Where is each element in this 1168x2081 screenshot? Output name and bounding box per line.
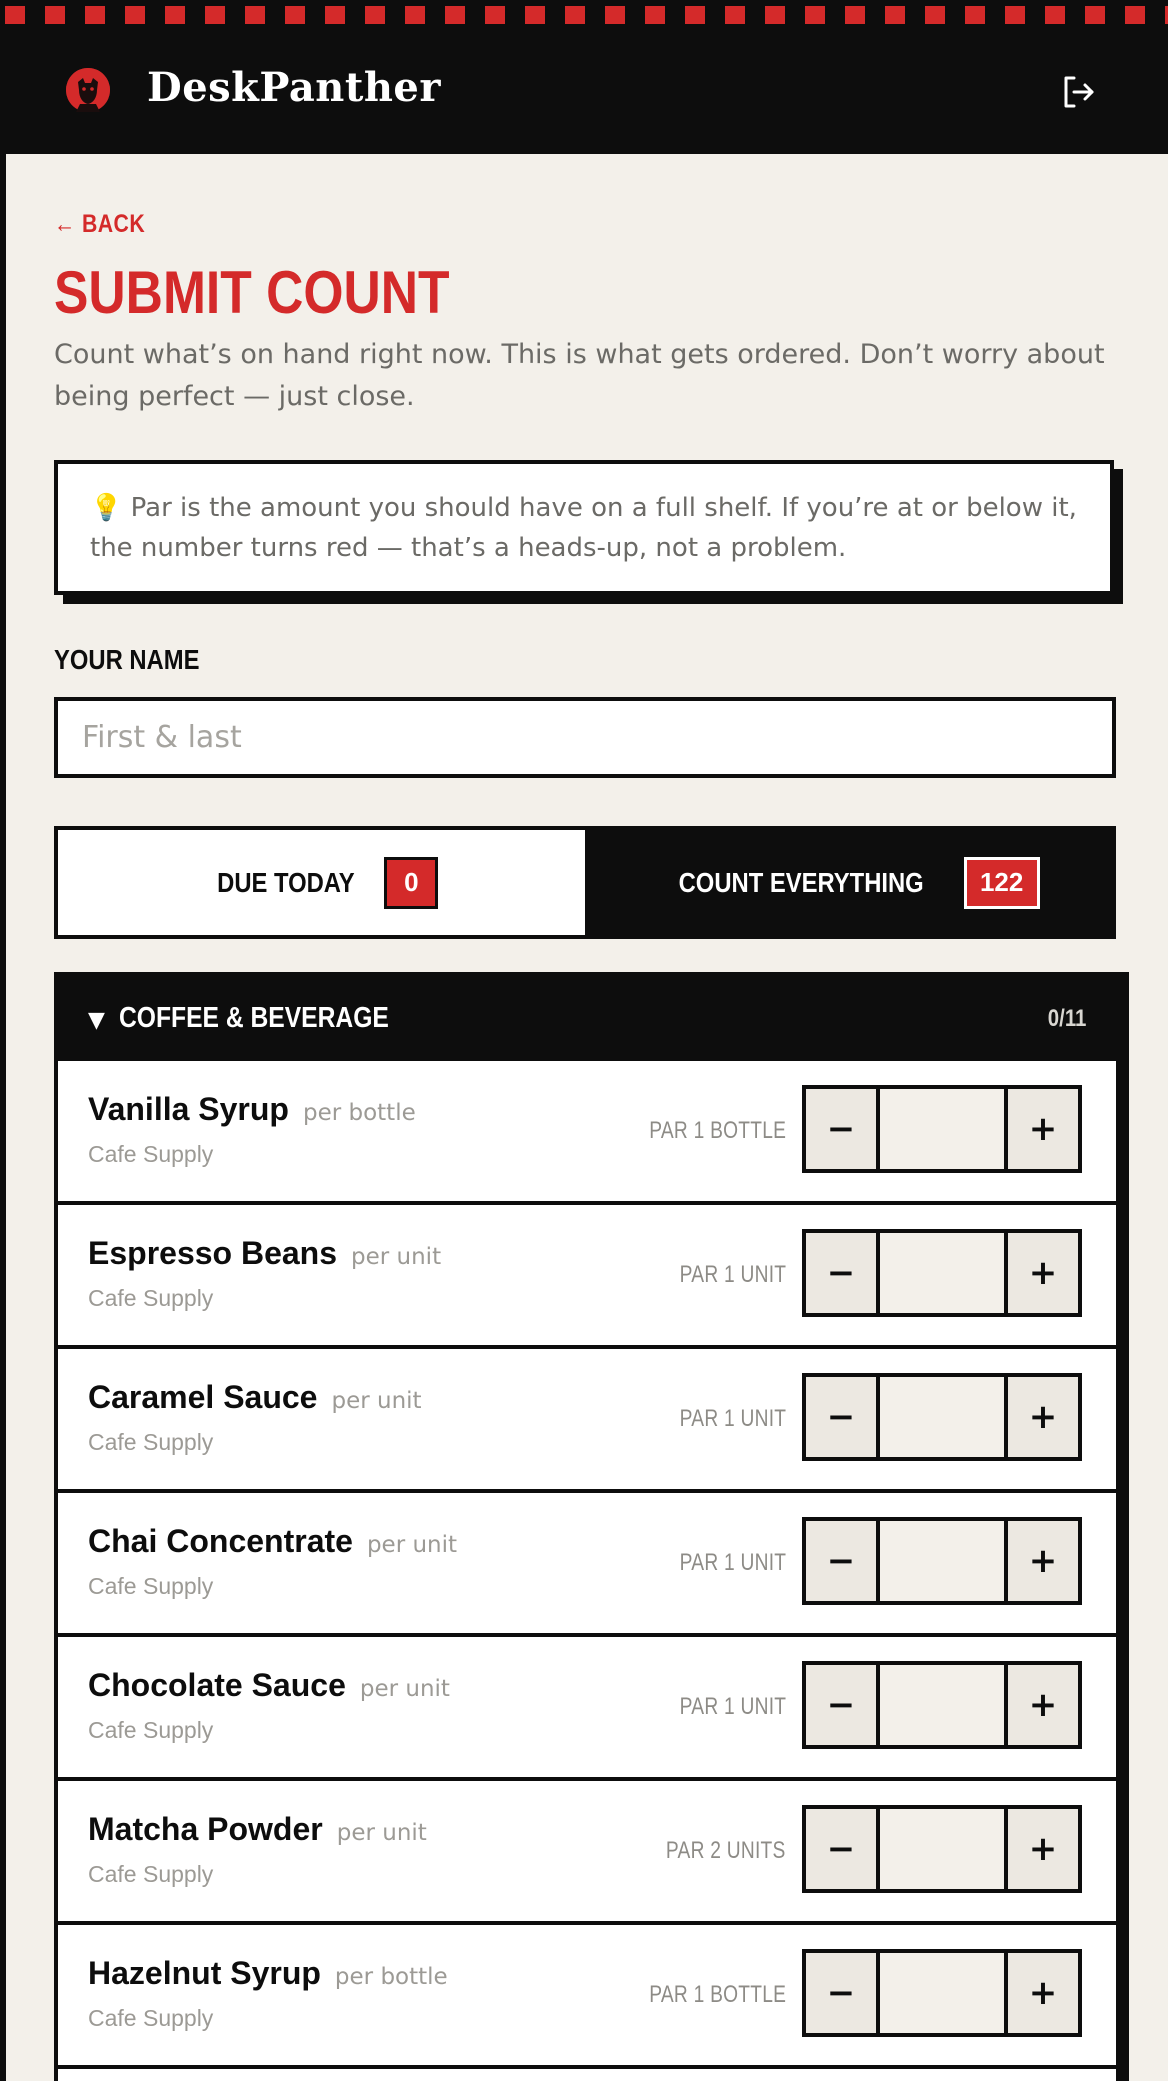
quantity-stepper [802, 1805, 1082, 1893]
item-name: Chai Concentrate [88, 1523, 353, 1559]
quantity-stepper [802, 1085, 1082, 1173]
count-input[interactable] [880, 1089, 1004, 1169]
name-field-label: YOUR NAME [54, 644, 200, 675]
item-vendor: Cafe Supply [88, 2005, 214, 2031]
increment-button[interactable]: + [1004, 1233, 1078, 1313]
decrement-button[interactable]: − [806, 1233, 880, 1313]
item-vendor: Cafe Supply [88, 1717, 214, 1743]
top-stripe-decoration [0, 0, 1168, 30]
item-name-row [88, 1667, 450, 1704]
logout-icon[interactable] [1058, 72, 1098, 112]
item-vendor: Cafe Supply [88, 1141, 214, 1167]
tab-due-today[interactable] [58, 830, 585, 935]
item-unit: per unit [366, 1532, 458, 1558]
main-content [6, 154, 1168, 2081]
tip-text: Par is the amount you should have on a full shelf. If you’re at or below it, the number turns red — that’s a heads-up, not a problem. [90, 493, 1077, 563]
quantity-stepper [802, 1949, 1082, 2037]
item-name: Chocolate Sauce [88, 1667, 346, 1703]
name-input[interactable] [54, 697, 1116, 778]
panther-logo-icon [66, 68, 110, 112]
count-input[interactable] [880, 1809, 1004, 1889]
category-progress: 0/11 [1047, 1004, 1086, 1032]
decrement-button[interactable]: − [806, 1377, 880, 1457]
category-coffee-beverage [54, 972, 1120, 2081]
tab-count-everything[interactable] [585, 830, 1112, 935]
item-name: Matcha Powder [88, 1811, 323, 1847]
item-name-row [88, 1955, 448, 1992]
tab-count-everything-label: COUNT EVERYTHING [678, 866, 925, 898]
item-unit: per unit [331, 1388, 422, 1414]
due-today-count-badge: 0 [384, 857, 438, 909]
item-name-row [88, 1091, 416, 1128]
item-par: PAR 1 UNIT [679, 1549, 786, 1576]
list-item [58, 1925, 1116, 2069]
quantity-stepper [802, 1517, 1082, 1605]
item-unit: per unit [359, 1676, 450, 1702]
count-input[interactable] [880, 1233, 1004, 1313]
item-unit: per unit [336, 1820, 427, 1846]
count-input[interactable] [880, 1521, 1004, 1601]
decrement-button[interactable]: − [806, 1665, 880, 1745]
item-vendor: Cafe Supply [88, 1429, 214, 1455]
item-name: Vanilla Syrup [88, 1091, 289, 1127]
item-par: PAR 1 UNIT [679, 1405, 786, 1432]
list-item [58, 1061, 1116, 1205]
increment-button[interactable]: + [1004, 1089, 1078, 1169]
quantity-stepper [802, 1373, 1082, 1461]
item-unit: per bottle [302, 1100, 416, 1126]
item-name: Espresso Beans [88, 1235, 338, 1271]
back-link[interactable]: ← BACK [54, 210, 146, 238]
count-input[interactable] [880, 1377, 1004, 1457]
category-title: COFFEE & BEVERAGE [118, 1002, 389, 1034]
increment-button[interactable]: + [1004, 1809, 1078, 1889]
count-input[interactable] [880, 1953, 1004, 2033]
decrement-button[interactable]: − [806, 1521, 880, 1601]
category-header[interactable] [58, 976, 1116, 1061]
decrement-button[interactable]: − [806, 1809, 880, 1889]
item-unit: per bottle [334, 1964, 448, 1990]
item-name: Hazelnut Syrup [88, 1955, 321, 1991]
item-name-row [88, 1379, 422, 1416]
item-par: PAR 1 BOTTLE [649, 1981, 786, 2008]
item-par: PAR 1 UNIT [679, 1693, 786, 1720]
count-everything-badge: 122 [964, 857, 1040, 909]
item-vendor: Cafe Supply [88, 1285, 214, 1311]
par-tip-box [54, 460, 1114, 595]
list-item [58, 1205, 1116, 1349]
app-header [0, 30, 1168, 154]
item-name-row [88, 1811, 427, 1848]
page-title: SUBMIT COUNT [54, 259, 450, 326]
increment-button[interactable]: + [1004, 1665, 1078, 1745]
page-subtitle: Count what’s on hand right now. This is what gets ordered. Don’t worry about being perfect — just close. [54, 339, 1105, 412]
increment-button[interactable]: + [1004, 1953, 1078, 2033]
item-name-row [88, 1523, 457, 1560]
item-vendor: Cafe Supply [88, 1861, 214, 1887]
list-item-partial [58, 2069, 1116, 2081]
lightbulb-icon: 💡 [90, 493, 123, 523]
triangle-down-icon: ▼ [88, 1008, 105, 1033]
item-par: PAR 1 UNIT [679, 1261, 786, 1288]
item-vendor: Cafe Supply [88, 1573, 214, 1599]
count-input[interactable] [880, 1665, 1004, 1745]
item-name-row [88, 1235, 441, 1272]
brand-name: DeskPanther [147, 64, 441, 111]
item-unit: per unit [351, 1244, 442, 1270]
increment-button[interactable]: + [1004, 1521, 1078, 1601]
decrement-button[interactable]: − [806, 1953, 880, 2033]
item-par: PAR 1 BOTTLE [649, 1117, 786, 1144]
quantity-stepper [802, 1229, 1082, 1317]
item-name: Caramel Sauce [88, 1379, 318, 1415]
list-item [58, 1349, 1116, 1493]
count-mode-tabs [54, 826, 1116, 939]
quantity-stepper [802, 1661, 1082, 1749]
list-item [58, 1781, 1116, 1925]
list-item [58, 1637, 1116, 1781]
decrement-button[interactable]: − [806, 1089, 880, 1169]
increment-button[interactable]: + [1004, 1377, 1078, 1457]
tab-due-today-label: DUE TODAY [216, 866, 355, 898]
list-item [58, 1493, 1116, 1637]
item-par: PAR 2 UNITS [666, 1837, 786, 1864]
